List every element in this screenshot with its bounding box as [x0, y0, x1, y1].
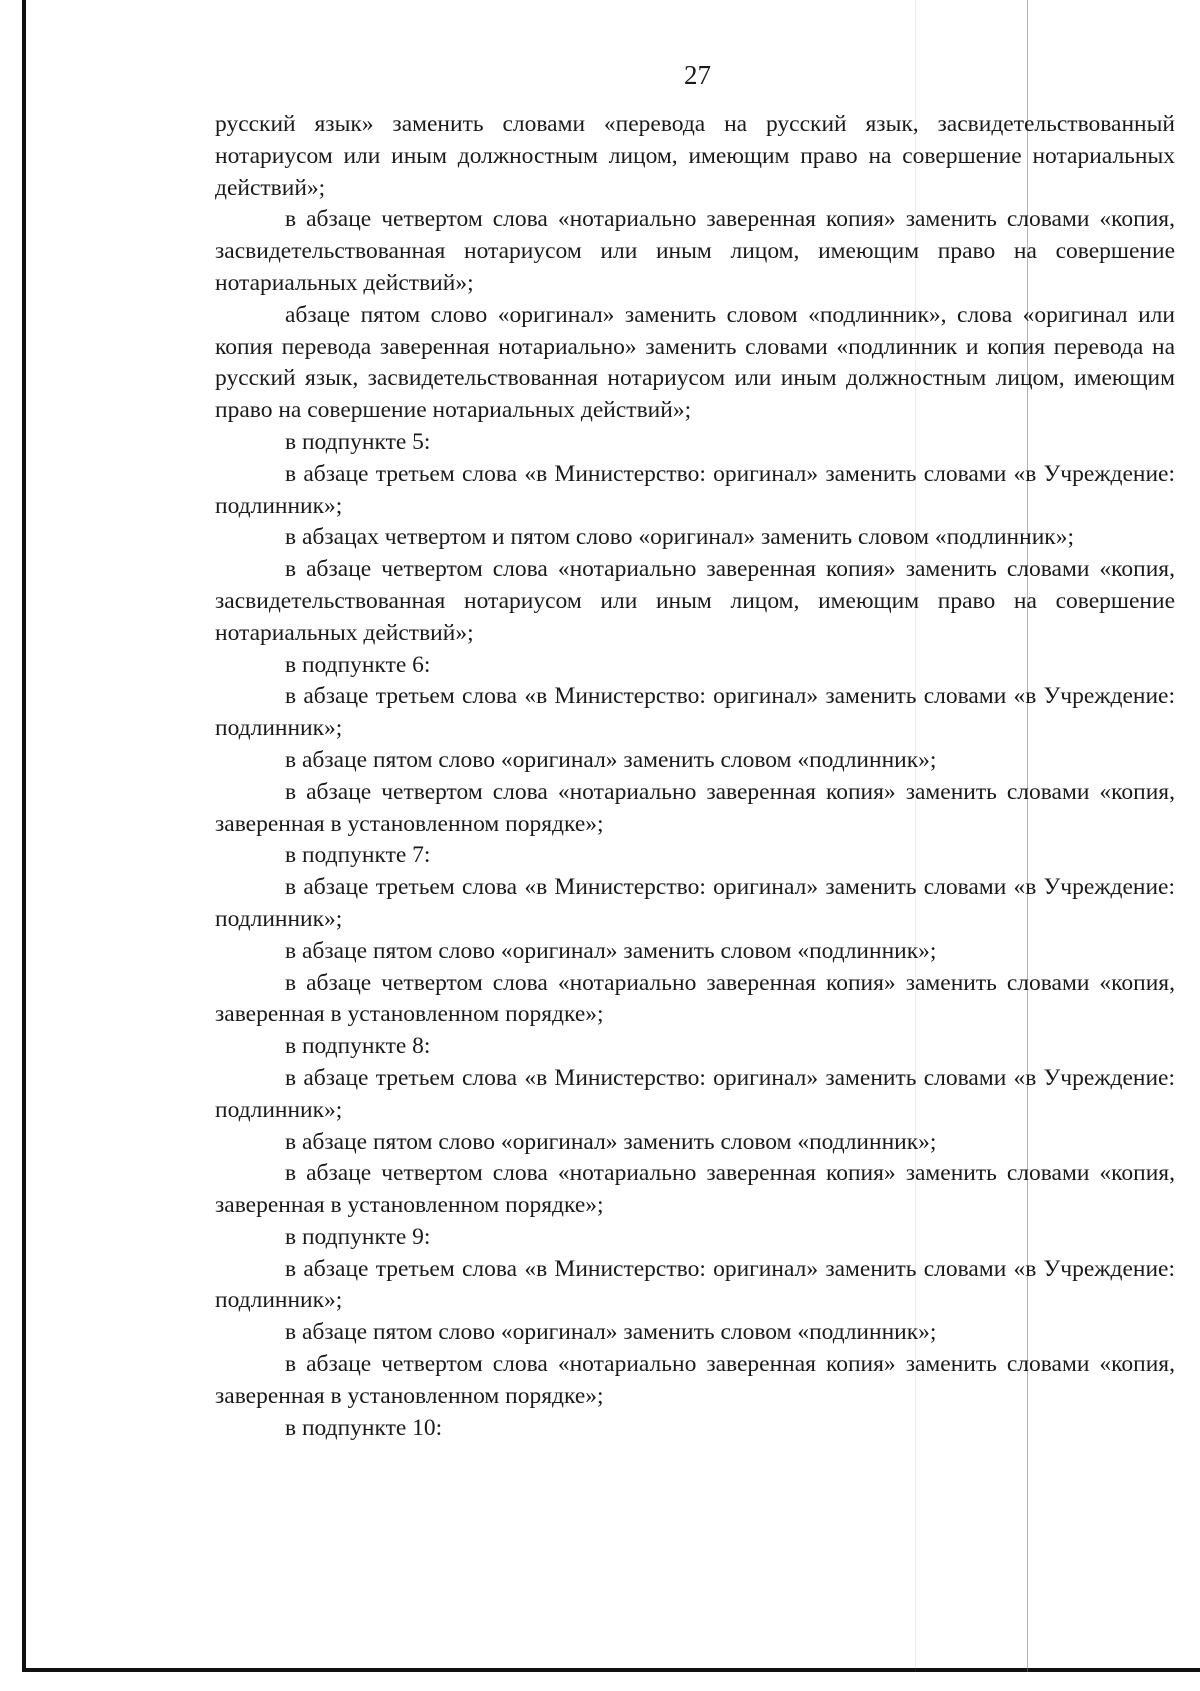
paragraph: в абзаце четвертом слова «нотариально заверенная копия» заменить словами «копия, заверенная в установленном порядке»; — [215, 1160, 1175, 1219]
paragraph: в абзаце пятом слово «оригинал» заменить словом «подлинник»; — [285, 746, 937, 773]
subsection-heading: в подпункте 5: — [285, 428, 431, 455]
scan-border-left — [22, 0, 26, 1672]
paragraph: в абзаце третьем слова «в Министерство: оригинал» заменить словами «в Учреждение: подлинник»; — [215, 1064, 1175, 1123]
paragraph: в абзаце четвертом слова «нотариально заверенная копия» заменить словами «копия, заверенная в установленном порядке»; — [215, 969, 1175, 1028]
paragraph: абзаце пятом слово «оригинал» заменить словом «подлинник», слова «оригинал или копия перевода заверенная нотариально» заменить словами «подлинник и копия перевода на русский язык, засвидетельствованная нотариусом или иным должностным лицом, имеющим право на совершение нотариальных действий»; — [215, 301, 1175, 424]
paragraph: в абзаце пятом слово «оригинал» заменить словом «подлинник»; — [285, 1319, 937, 1346]
subsection-heading: в подпункте 10: — [285, 1414, 443, 1441]
paragraph: в абзаце четвертом слова «нотариально заверенная копия» заменить словами «копия, засвидетельствованная нотариусом или иным лицом, имеющим право на совершение нотариальных действий»; — [215, 206, 1175, 296]
paragraph: в абзаце пятом слово «оригинал» заменить словом «подлинник»; — [285, 937, 937, 964]
paragraph: в абзаце третьем слова «в Министерство: оригинал» заменить словами «в Учреждение: подлинник»; — [215, 1255, 1175, 1314]
document-body — [215, 109, 1175, 1444]
subsection-heading: в подпункте 9: — [285, 1223, 431, 1250]
page-number: 27 — [684, 60, 711, 90]
paragraph: в абзацах четвертом и пятом слово «оригинал» заменить словом «подлинник»; — [285, 524, 1074, 551]
paragraph: в абзаце третьем слова «в Министерство: оригинал» заменить словами «в Учреждение: подлинник»; — [215, 683, 1175, 742]
paragraph: в абзаце третьем слова «в Министерство: оригинал» заменить словами «в Учреждение: подлинник»; — [215, 874, 1175, 932]
paragraph: в абзаце третьем слова «в Министерство: оригинал» заменить словами «в Учреждение: подлинник»; — [215, 460, 1175, 519]
paragraph-continuation: русский язык» заменить словами «перевода на русский язык, засвидетельствованный нотариусом или иным должностным лицом, имеющим право на совершение нотариальных действий»; — [215, 111, 1175, 201]
subsection-heading: в подпункте 7: — [285, 842, 431, 869]
subsection-heading: в подпункте 8: — [285, 1033, 431, 1060]
paragraph: в абзаце четвертом слова «нотариально заверенная копия» заменить словами «копия, заверенная в установленном порядке»; — [215, 778, 1175, 837]
paragraph: в абзаце пятом слово «оригинал» заменить словом «подлинник»; — [285, 1128, 937, 1155]
scan-border-bottom — [22, 1668, 1200, 1672]
paragraph: в абзаце четвертом слова «нотариально заверенная копия» заменить словами «копия, засвидетельствованная нотариусом или иным лицом, имеющим право на совершение нотариальных действий»; — [215, 556, 1175, 646]
paragraph: в абзаце четвертом слова «нотариально заверенная копия» заменить словами «копия, заверенная в установленном порядке»; — [215, 1351, 1175, 1409]
subsection-heading: в подпункте 6: — [285, 651, 431, 678]
